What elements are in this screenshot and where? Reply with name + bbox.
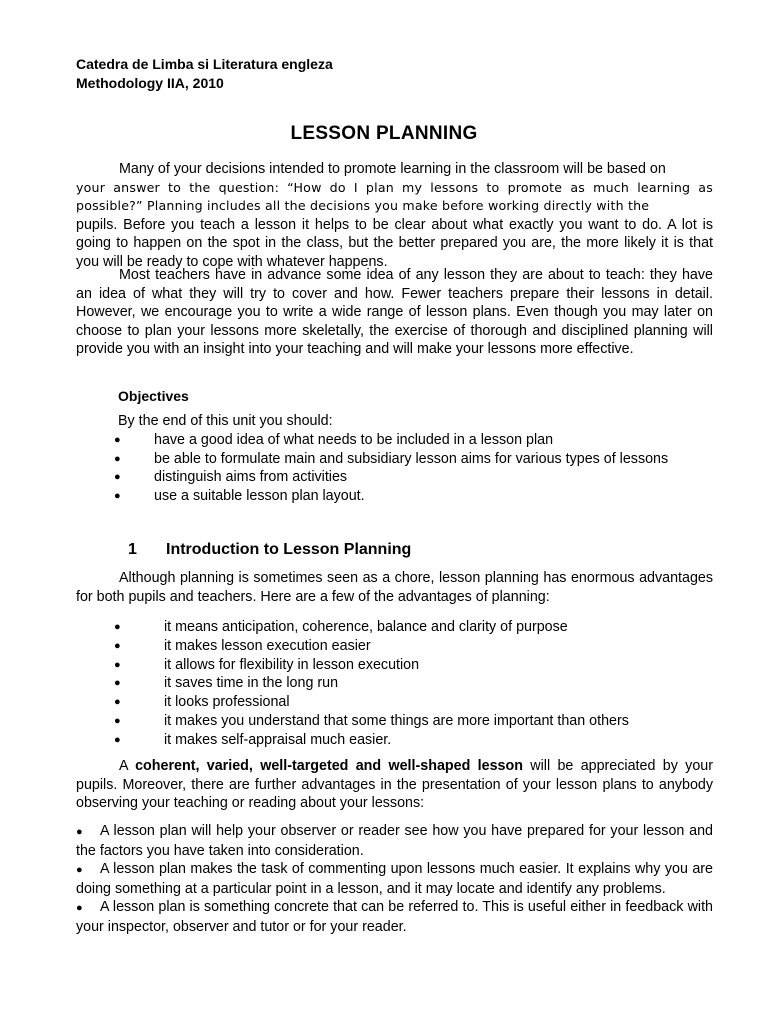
objectives-intro: By the end of this unit you should: [118, 413, 333, 429]
bullet-icon: ● [114, 639, 121, 652]
list-item: ● have a good idea of what needs to be included in a lesson plan [114, 432, 554, 448]
section-paragraph-2 [76, 757, 713, 813]
department-line: Catedra de Limba si Literatura engleza [76, 56, 333, 72]
list-item: ● A lesson plan is something concrete that can be referred to. This is useful either in feedback with your inspector, observer and tutor or for your reader. [76, 899, 713, 935]
bullet-icon: ● [76, 902, 83, 914]
para2-lead: A [119, 758, 136, 774]
objectives-list [114, 431, 668, 506]
intro-paragraph-2 [76, 266, 713, 359]
bullet-icon: ● [114, 621, 121, 633]
intro-p1-rest: pupils. Before you teach a lesson it helps to be clear about what exactly you want to do. A lot is going to happen on the spot in the class, but the better prepared you are, the more likely it is that you will be ready to cope with whatever happens. [76, 216, 713, 270]
page-title: LESSON PLANNING [290, 123, 478, 144]
list-item: ● it makes lesson execution easier [114, 637, 371, 654]
section-p1-text: Although planning is sometimes seen as a chore, lesson planning has enormous advantages for both pupils and teachers. Here are a few of the advantages of planning: [76, 570, 713, 605]
section-number: 1 [128, 541, 137, 558]
bullet-icon: ● [114, 434, 121, 446]
intro-p1-question: your answer to the question: “How do I plan my lessons to promote as much learning as possible?” Planning includes all the decisions you make before working directly with the [76, 179, 713, 213]
lesson-plan-benefits-list [76, 822, 713, 936]
list-item: ● it means anticipation, coherence, balance and clarity of purpose [114, 619, 568, 635]
bullet-icon: ● [114, 714, 121, 727]
bullet-icon: ● [76, 864, 83, 876]
para2-emphasis: coherent, varied, well-targeted and well-shaped lesson [135, 758, 523, 774]
bullet-icon: ● [114, 490, 121, 503]
bullet-icon: ● [114, 452, 121, 465]
list-item: ● A lesson plan will help your observer or reader see how you have prepared for your lesson and the factors you have taken into consideration. [76, 823, 713, 859]
list-item: ● distinguish aims from activities [114, 469, 348, 486]
section-paragraph-1 [76, 569, 713, 606]
list-item: ● it makes you understand that some things are more important than others [114, 712, 629, 729]
bullet-icon: ● [76, 826, 83, 838]
intro-p2-text: Most teachers have in advance some idea of any lesson they are about to teach: they have an idea of what they will try to cover and how. Fewer teachers prepare their lessons in detail. However, we encourage you to write a wide range of lesson plans. Even though you may later on choose to plan your lessons more skeletally, the exercise of thorough and disciplined planning will provide you with an insight into your teaching and will make your lessons more effective. [76, 267, 713, 357]
intro-p1-line-a: Many of your decisions intended to promote learning in the classroom will be based on [119, 161, 666, 177]
bullet-icon: ● [114, 471, 121, 484]
list-item: ● A lesson plan makes the task of commenting upon lessons much easier. It explains why you are doing something at a particular point in a lesson, and it may locate and identify any problems. [76, 861, 713, 897]
list-item: ● use a suitable lesson plan layout. [114, 488, 365, 505]
para2-rest: will be appreciated by your pupils. Moreover, there are further advantages in the presentation of your lesson plans to anybody observing your teaching or reading about your lessons: [76, 758, 713, 811]
bullet-icon: ● [114, 677, 121, 690]
section-heading [128, 541, 411, 560]
list-item: ● it looks professional [114, 694, 290, 711]
intro-paragraph-1 [76, 160, 713, 271]
list-item: ● it allows for flexibility in lesson execution [114, 656, 420, 673]
bullet-icon: ● [114, 733, 121, 746]
course-line: Methodology IIA, 2010 [76, 75, 224, 91]
list-item: ● it saves time in the long run [114, 675, 339, 692]
bullet-icon: ● [114, 658, 121, 671]
document-header [76, 55, 333, 93]
list-item: ● be able to formulate main and subsidiary lesson aims for various types of lessons [114, 450, 669, 467]
list-item: ● it makes self-appraisal much easier. [114, 731, 392, 748]
bullet-icon: ● [114, 696, 121, 709]
objectives-heading: Objectives [118, 388, 189, 404]
section-title: Introduction to Lesson Planning [166, 541, 412, 558]
advantages-list [114, 618, 629, 750]
